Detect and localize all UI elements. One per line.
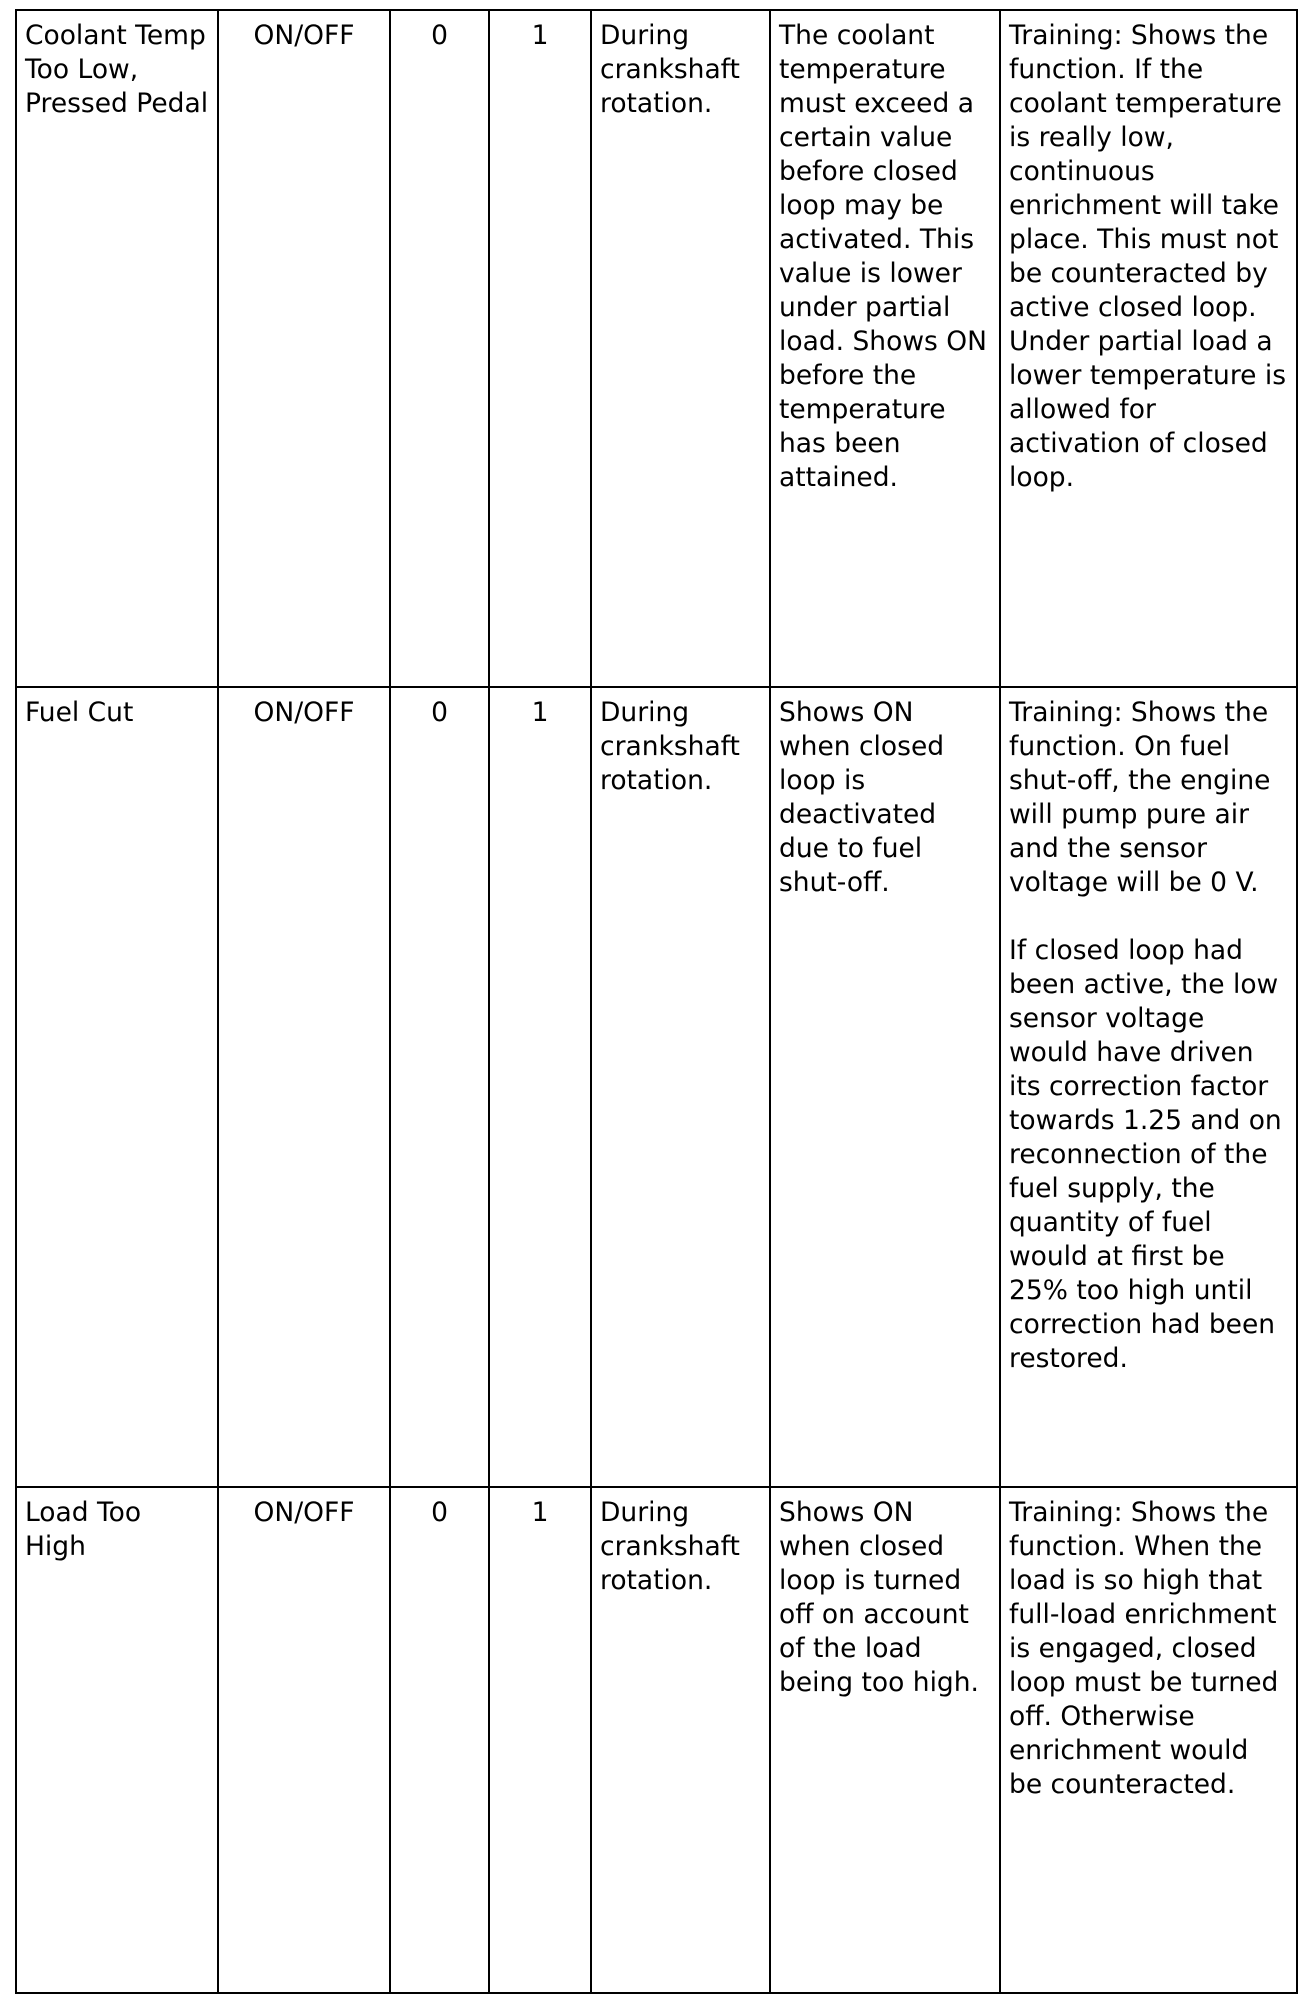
min-value-cell: 0 <box>390 687 489 1487</box>
description-cell: Shows ON when closed loop is turned off on account of the load being too high. <box>770 1487 1000 1993</box>
min-value-cell: 0 <box>390 1487 489 1993</box>
condition-cell: During crankshaft rotation. <box>591 1487 770 1993</box>
table-row <box>16 10 1297 687</box>
parameter-name-cell: Coolant Temp Too Low, Pressed Pedal <box>16 10 218 687</box>
max-value-cell: 1 <box>489 1487 591 1993</box>
max-value-cell: 1 <box>489 10 591 687</box>
parameter-name-cell: Load Too High <box>16 1487 218 1993</box>
table-row <box>16 1487 1297 1993</box>
max-value-cell: 1 <box>489 687 591 1487</box>
parameter-table <box>15 9 1298 1994</box>
value-type-cell: ON/OFF <box>218 687 390 1487</box>
condition-cell: During crankshaft rotation. <box>591 10 770 687</box>
description-cell: The coolant temperature must exceed a certain value before closed loop may be activated. This value is lower under partial load. Shows ON before the temperature has been attained. <box>770 10 1000 687</box>
condition-cell: During crankshaft rotation. <box>591 687 770 1487</box>
parameter-name-cell: Fuel Cut <box>16 687 218 1487</box>
usage-cell: Training: Shows the function. If the coolant temperature is really low, continuous enrichment will take place. This must not be counteracted by active closed loop. Under partial load a lower temperature is allowed for activation of closed loop. <box>1000 10 1297 687</box>
value-type-cell: ON/OFF <box>218 1487 390 1993</box>
usage-cell: Training: Shows the function. On fuel shut-off, the engine will pump pure air and the sensor voltage will be 0 V. If closed loop had been active, the low sensor voltage would have driven its correction factor towards 1.25 and on reconnection of the fuel supply, the quantity of fuel would at first be 25% too high until correction had been restored. <box>1000 687 1297 1487</box>
min-value-cell: 0 <box>390 10 489 687</box>
usage-cell: Training: Shows the function. When the load is so high that full-load enrichment is engaged, closed loop must be turned off. Otherwise enrichment would be counteracted. <box>1000 1487 1297 1993</box>
value-type-cell: ON/OFF <box>218 10 390 687</box>
table-row <box>16 687 1297 1487</box>
description-cell: Shows ON when closed loop is deactivated due to fuel shut-off. <box>770 687 1000 1487</box>
